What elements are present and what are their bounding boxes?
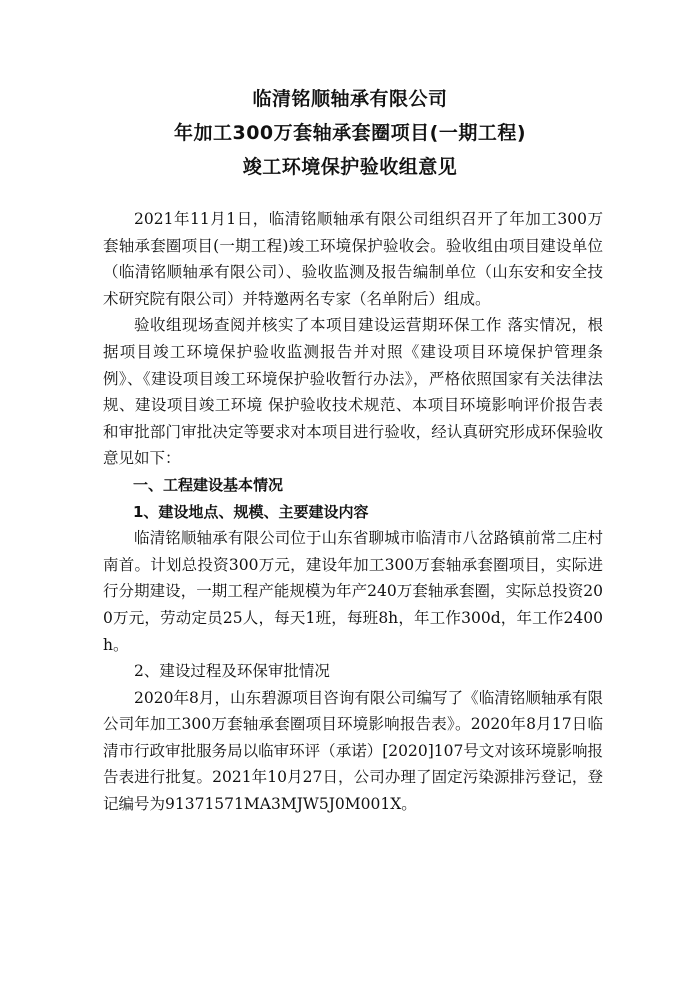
title-project: 年加工300万套轴承套圈项目(一期工程) (173, 122, 527, 144)
paragraph-meeting: 2021年11月1日，临清铭顺轴承有限公司组织召开了年加工300万套轴承套圈项目(一期工程)竣工环境保护验收会。验收组由项目建设单位（临清铭顺轴承有限公司）、验收监测及报告编制单位（山东安和安全技术研究院有限公司）并特邀两名专家（名单附后）组成。 (103, 210, 603, 308)
document-title (0, 82, 700, 184)
paragraph-location: 临清铭顺轴承有限公司位于山东省聊城市临清市八岔路镇前常二庄村南首。计划总投资300万元，建设年加工300万套轴承套圈项目，实际进行分期建设，一期工程产能规模为年产240万套轴承套圈，实际总投资200万元，劳动定员25人，每天1班，每班8h，年工作300d，年工作2400h。 (103, 529, 603, 654)
paragraph-approval: 2020年8月，山东碧源项目咨询有限公司编写了《临清铭顺轴承有限公司年加工300万套轴承套圈项目环境影响报告表》。2020年8月17日临清市行政审批服务局以临审环评（承诺）[2020]107号文对该环境影响报告表进行批复。2021年10月27日，公司办理了固定污染源排污登记，登记编号为91371571MA3MJW5J0M001X。 (103, 688, 603, 814)
subsection-heading-location: 1、建设地点、规模、主要建设内容 (133, 502, 369, 521)
title-opinion: 竣工环境保护验收组意见 (242, 156, 458, 178)
paragraph-verification: 验收组现场查阅并核实了本项目建设运营期环保工作 落实情况，根据项目竣工环境保护验收监测报告并对照《建设项目环境保护管理条例》、《建设项目竣工环境保护验收暂行办法》，严格依照国家有关法律法规、建设项目竣工环境 保护验收技术规范、本项目环境影响评价报告表和审批部门审批决定等要求对本项目进行验收，经认真研究形成环保验收意见如下： (103, 316, 603, 468)
title-company: 临清铭顺轴承有限公司 (252, 88, 448, 110)
section-heading-basic-info: 一、工程建设基本情况 (133, 475, 284, 494)
document-body (103, 206, 603, 818)
subsection-heading-approval: 2、建设过程及环保审批情况 (134, 662, 330, 681)
